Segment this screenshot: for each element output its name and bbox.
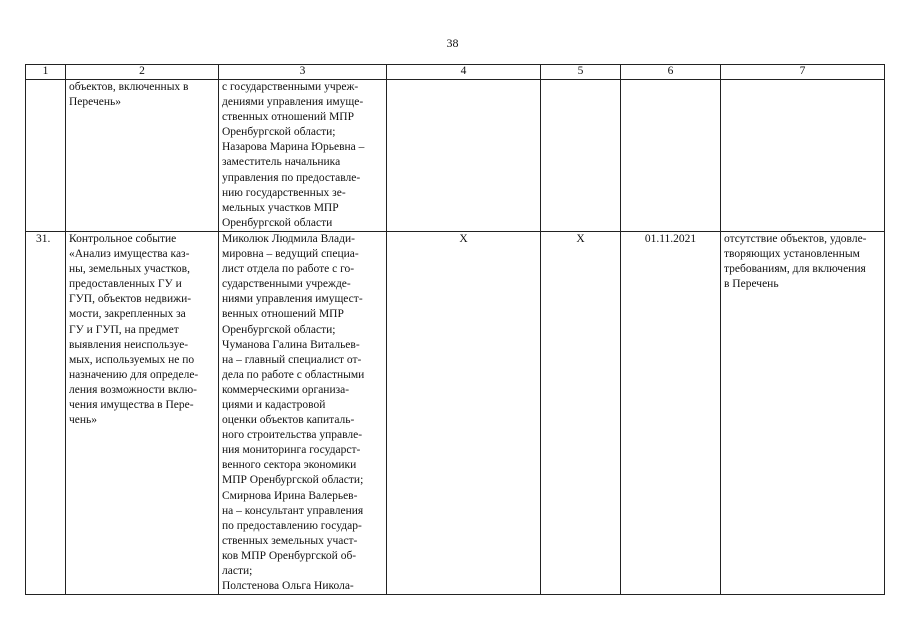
text-line: мировна – ведущий специа- — [222, 248, 359, 261]
header-cell: 2 — [66, 65, 219, 80]
text-line: оценки объектов капиталь- — [222, 414, 355, 427]
text-line: нию государственных зе- — [222, 186, 346, 199]
text-line: назначению для определе- — [69, 368, 199, 381]
text-line: отсутствие объектов, удовле- — [724, 232, 867, 245]
text-line: Назарова Марина Юрьевна – — [222, 141, 365, 154]
header-cell: 5 — [541, 65, 621, 80]
text-line: по предоставлению государ- — [222, 519, 362, 532]
table-row-31 — [26, 231, 885, 594]
text-line: мости, закрепленных за — [69, 308, 186, 321]
text-line: творяющих установленным — [724, 248, 860, 261]
result-cell — [721, 231, 885, 594]
text-line: в Перечень — [724, 278, 779, 291]
header-cell: 3 — [219, 65, 387, 80]
col4-cell: Х — [387, 231, 541, 594]
text-line: Оренбургской области; — [222, 323, 336, 336]
table-header-row — [26, 65, 885, 80]
event-text — [69, 80, 215, 110]
table-row-continued — [26, 80, 885, 232]
text-line: лист отдела по работе с го- — [222, 263, 355, 276]
text-line: коммерческими организа- — [222, 383, 350, 396]
text-line: чения имущества в Пере- — [69, 398, 194, 411]
text-line: ления возможности вклю- — [69, 383, 198, 396]
text-line: мых, используемых не по — [69, 353, 195, 366]
text-line: на – консультант управления — [222, 504, 364, 517]
text-line: ственных земельных участ- — [222, 534, 358, 547]
result-cell — [721, 80, 885, 232]
text-line: требованиям, для включения — [724, 263, 866, 276]
text-line: Контрольное событие — [69, 232, 177, 245]
text-line: венных отношений МПР — [222, 308, 344, 321]
text-line: выявления неиспользуе- — [69, 338, 189, 351]
col4-cell — [387, 80, 541, 232]
text-line: венного сектора экономики — [222, 459, 357, 472]
text-line: управления по предоставле- — [222, 171, 361, 184]
text-line: ков МПР Оренбургской об- — [222, 549, 357, 562]
text-line: Миколюк Людмила Влади- — [222, 232, 355, 245]
event-cell — [66, 231, 219, 594]
plan-table — [25, 64, 885, 595]
text-line: объектов, включенных в — [69, 81, 189, 93]
text-line: ны, земельных участков, — [69, 263, 190, 276]
text-line: дела по работе с областными — [222, 368, 365, 381]
responsible-cell — [219, 231, 387, 594]
text-line: ГУ и ГУП, на предмет — [69, 323, 179, 336]
header-cell: 4 — [387, 65, 541, 80]
header-cell: 1 — [26, 65, 66, 80]
text-line: заместитель начальника — [222, 156, 341, 169]
text-line: ниями управления имущест- — [222, 293, 363, 306]
text-line: Оренбургской области; — [222, 126, 336, 139]
text-line: Смирнова Ирина Валерьев- — [222, 489, 358, 502]
text-line: дениями управления имуще- — [222, 96, 364, 109]
text-line: МПР Оренбургской области; — [222, 474, 364, 487]
text-line: чень» — [69, 414, 98, 427]
text-line: мельных участков МПР — [222, 201, 339, 214]
text-line: Перечень» — [69, 96, 122, 109]
text-line: предоставленных ГУ и — [69, 278, 182, 291]
text-line: ственных отношений МПР — [222, 111, 355, 124]
header-cell: 6 — [621, 65, 721, 80]
text-line: сударственными учрежде- — [222, 278, 351, 291]
text-line: с государственными учреж- — [222, 81, 359, 93]
header-cell: 7 — [721, 65, 885, 80]
responsible-cell — [219, 80, 387, 232]
responsible-text — [222, 80, 383, 231]
text-line: ласти; — [222, 565, 253, 577]
text-line: ного строительства управле- — [222, 429, 363, 442]
text-line: Чуманова Галина Витальев- — [222, 338, 360, 351]
col5-cell — [541, 80, 621, 232]
text-line: Оренбургской области — [222, 216, 333, 229]
event-text — [69, 232, 215, 428]
date-cell: 01.11.2021 — [621, 231, 721, 594]
text-line: ния мониторинга государст- — [222, 444, 361, 457]
text-line: циями и кадастровой — [222, 398, 326, 411]
text-line: на – главный специалист от- — [222, 353, 362, 366]
date-cell — [621, 80, 721, 232]
event-cell — [66, 80, 219, 232]
row-number-cell — [26, 80, 66, 232]
text-line: «Анализ имущества каз- — [69, 248, 190, 261]
text-line: ГУП, объектов недвижи- — [69, 293, 192, 306]
row-number-cell: 31. — [26, 231, 66, 594]
responsible-text — [222, 232, 383, 594]
text-line: Полстенова Ольга Никола- — [222, 580, 354, 593]
page-number: 38 — [446, 36, 459, 50]
result-text — [724, 232, 881, 292]
col5-cell: Х — [541, 231, 621, 594]
